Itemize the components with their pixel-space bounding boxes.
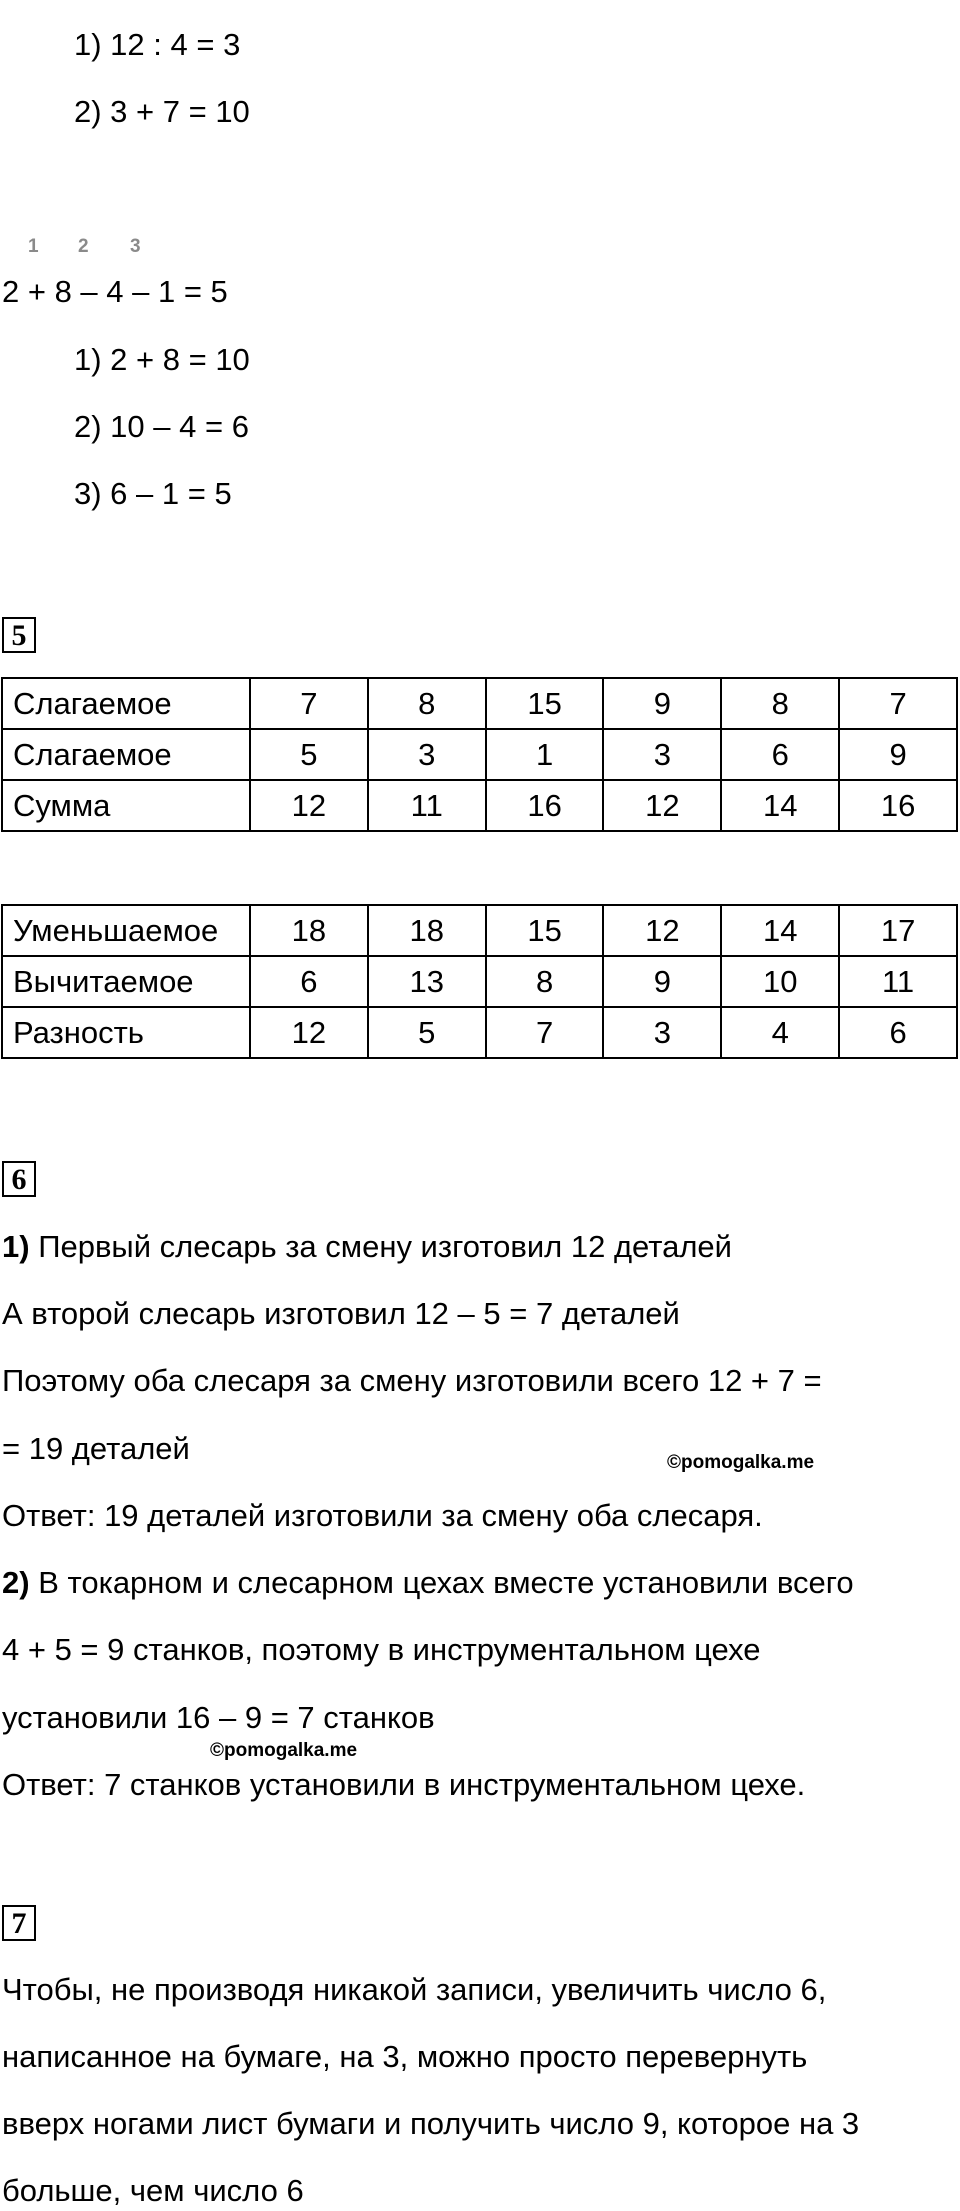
task-number-7: 7	[2, 1905, 36, 1941]
table-cell: 12	[250, 1007, 368, 1058]
table-cell: 9	[839, 729, 957, 780]
solution-step: 3) 6 – 1 = 5	[74, 476, 232, 511]
table-cell: 15	[486, 678, 604, 729]
solution-step: 2) 3 + 7 = 10	[74, 94, 250, 129]
table-cell: 10	[721, 956, 839, 1007]
table-cell: 18	[250, 905, 368, 956]
paragraph-line: = 19 деталей	[2, 1431, 190, 1466]
expression: 2 + 8 – 4 – 1 = 5	[2, 274, 228, 309]
table-cell: 7	[839, 678, 957, 729]
paragraph-line: написанное на бумаге, на 3, можно просто перевернуть	[2, 2039, 808, 2074]
subtraction-table	[1, 904, 958, 1059]
table-cell: 8	[721, 678, 839, 729]
paragraph-text: В токарном и слесарном цехах вместе установили всего	[29, 1565, 854, 1600]
table-cell: 1	[486, 729, 604, 780]
table-cell: 7	[250, 678, 368, 729]
paragraph-line: установили 16 – 9 = 7 станков	[2, 1700, 435, 1735]
table-cell: 8	[486, 956, 604, 1007]
table-row	[2, 1007, 957, 1058]
task-number-6: 6	[2, 1161, 36, 1197]
row-label: Вычитаемое	[2, 956, 250, 1007]
watermark: ©pomogalka.me	[667, 1452, 815, 1473]
paragraph-line: А второй слесарь изготовил 12 – 5 = 7 деталей	[2, 1296, 680, 1331]
answer-line: Ответ: 19 деталей изготовили за смену оба слесаря.	[2, 1498, 763, 1533]
table-cell: 4	[721, 1007, 839, 1058]
paragraph-text: Первый слесарь за смену изготовил 12 деталей	[29, 1229, 732, 1264]
task-number-5: 5	[2, 617, 36, 653]
table-cell: 6	[839, 1007, 957, 1058]
table-cell: 17	[839, 905, 957, 956]
paragraph-line: Поэтому оба слесаря за смену изготовили всего 12 + 7 =	[2, 1363, 822, 1398]
table-cell: 6	[721, 729, 839, 780]
paragraph-line: Чтобы, не производя никакой записи, увеличить число 6,	[2, 1972, 827, 2007]
table-row	[2, 905, 957, 956]
table-cell: 12	[603, 780, 721, 831]
table-row	[2, 956, 957, 1007]
watermark: ©pomogalka.me	[210, 1740, 358, 1761]
table-cell: 15	[486, 905, 604, 956]
table-cell: 16	[839, 780, 957, 831]
table-row	[2, 678, 957, 729]
paragraph-line: вверх ногами лист бумаги и получить число 9, которое на 3	[2, 2106, 860, 2141]
table-row	[2, 780, 957, 831]
table-cell: 3	[603, 729, 721, 780]
table-cell: 3	[368, 729, 486, 780]
row-label: Уменьшаемое	[2, 905, 250, 956]
operation-order-marks	[0, 236, 200, 266]
order-mark: 3	[130, 236, 141, 257]
table-cell: 14	[721, 780, 839, 831]
table-cell: 13	[368, 956, 486, 1007]
table-cell: 9	[603, 678, 721, 729]
answer-line: Ответ: 7 станков установили в инструментальном цехе.	[2, 1767, 806, 1802]
table-cell: 14	[721, 905, 839, 956]
order-mark: 2	[78, 236, 89, 257]
solution-step: 1) 2 + 8 = 10	[74, 342, 250, 377]
table-cell: 7	[486, 1007, 604, 1058]
table-cell: 8	[368, 678, 486, 729]
row-label: Разность	[2, 1007, 250, 1058]
row-label: Сумма	[2, 780, 250, 831]
table-cell: 12	[603, 905, 721, 956]
paragraph-line: больше, чем число 6	[2, 2173, 304, 2208]
table-cell: 5	[368, 1007, 486, 1058]
table-cell: 6	[250, 956, 368, 1007]
row-label: Слагаемое	[2, 729, 250, 780]
table-cell: 16	[486, 780, 604, 831]
table-cell: 5	[250, 729, 368, 780]
paragraph-line	[2, 1227, 732, 1267]
table-cell: 18	[368, 905, 486, 956]
table-cell: 3	[603, 1007, 721, 1058]
table-row	[2, 729, 957, 780]
table-cell: 11	[368, 780, 486, 831]
table-cell: 11	[839, 956, 957, 1007]
addition-table	[1, 677, 958, 832]
solution-step: 1) 12 : 4 = 3	[74, 27, 241, 62]
row-label: Слагаемое	[2, 678, 250, 729]
solution-step: 2) 10 – 4 = 6	[74, 409, 249, 444]
part-label: 2)	[2, 1565, 30, 1600]
order-mark: 1	[28, 236, 39, 257]
table-cell: 9	[603, 956, 721, 1007]
paragraph-line: 4 + 5 = 9 станков, поэтому в инструментальном цехе	[2, 1632, 761, 1667]
part-label: 1)	[2, 1229, 30, 1264]
paragraph-line	[2, 1563, 854, 1603]
table-cell: 12	[250, 780, 368, 831]
